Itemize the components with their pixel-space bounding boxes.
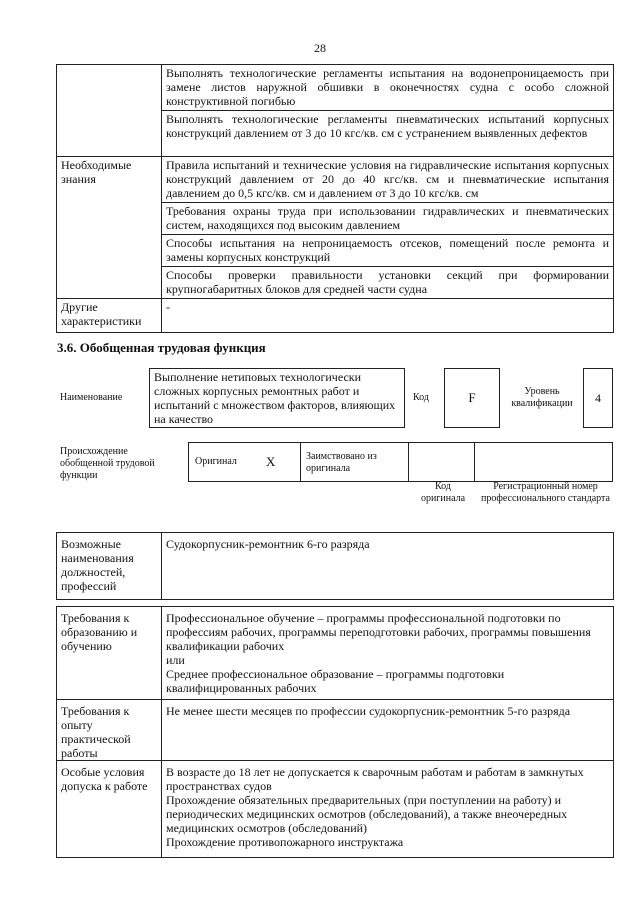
skill-cell: Выполнять технологические регламенты испытания на водонепроницаемость при замене листов наружной обшивки в оконечностях судна с особо сложной конструктивной погибью [162,65,614,111]
function-name-box: Выполнение нетиповых технологически сложных корпусных ремонтных работ и испытаний с множеством факторов, влияющих на качество [149,368,405,428]
origin-divider [300,442,301,482]
table-row [57,533,614,600]
positions-label: Возможные наименования должностей, профессий [57,533,162,600]
row-label-knowledge: Необходимые знания [57,157,162,299]
special-conditions-label: Особые условия допуска к работе [57,761,162,858]
education-label: Требования к образованию и обучению [57,607,162,700]
requirements-table [56,606,614,858]
education-value [162,607,614,700]
special-conditions-value [162,761,614,858]
other-cell: - [162,299,614,333]
origin-label: Происхождение обобщенной трудовой функции [60,446,155,481]
row-label-empty [57,65,162,157]
table-row [57,700,614,761]
skills-knowledge-table [56,64,614,333]
code-value-box: F [444,368,500,428]
knowledge-cell: Способы испытания на непроницаемость отсеков, помещений после ремонта и замены корпусных конструкций [162,235,614,267]
original-label: Оригинал [195,456,237,467]
borrowed-label: Заимствовано из оригинала [306,451,377,474]
knowledge-cell: Способы проверки правильности установки секций при формировании крупногабаритных блоков для средней части судна [162,267,614,299]
table-row [57,607,614,700]
skill-cell: Выполнять технологические регламенты пневматических испытаний корпусных конструкций давлением от 3 до 10 кгс/кв. см с устранением выявленных дефектов [162,111,614,157]
positions-value: Судокорпусник-ремонтник 6-го разряда [162,533,614,600]
level-value-box: 4 [583,368,613,428]
name-label: Наименование [60,392,123,403]
origin-divider [474,442,475,482]
origin-divider [408,442,409,482]
requirement-line: Не менее шести месяцев по профессии судокорпусник-ремонтник 5-го разряда [166,704,571,718]
code-original-caption: Код оригинала [420,481,466,504]
code-label: Код [413,392,429,403]
knowledge-cell: Требования охраны труда при использовании гидравлических и пневматических систем, находящихся под высоким давлением [162,203,614,235]
requirement-line: Прохождение обязательных предварительных (при поступлении на работу) и периодических медицинских осмотров (обследований), а также внеочередных медицинских осмотров (обследований) [166,793,568,835]
requirement-line: В возрасте до 18 лет не допускается к сварочным работам и работам в замкнутых пространствах судов [166,765,584,793]
level-label: Уровень квалификации [511,386,573,409]
requirement-line: Прохождение противопожарного инструктажа [166,835,404,849]
table-row [57,65,614,111]
table-row [57,761,614,858]
knowledge-cell: Правила испытаний и технические условия на гидравлические испытания корпусных конструкций давлением от 20 до 40 кгс/кв. см и пневматические испытания давлением до 0,5 кгс/кв. см и давлением от 3 до 10 кгс/кв. см [162,157,614,203]
experience-value [162,700,614,761]
row-label-other: Другие характеристики [57,299,162,333]
table-row [57,299,614,333]
positions-table [56,532,614,600]
requirement-line: или [166,653,185,667]
reg-number-caption: Регистрационный номер профессионального стандарта [481,481,610,504]
original-mark: X [266,454,276,469]
page-number: 28 [314,41,326,55]
requirement-line: Профессиональное обучение – программы профессиональной подготовки по профессиям рабочих, программы переподготовки рабочих, программы повышения квалификации рабочих [166,611,591,653]
requirement-line: Среднее профессиональное образование – программы подготовки квалифицированных рабочих [166,667,505,695]
section-title: 3.6. Обобщенная трудовая функция [57,340,266,355]
table-row [57,157,614,203]
experience-label: Требования к опыту практической работы [57,700,162,761]
